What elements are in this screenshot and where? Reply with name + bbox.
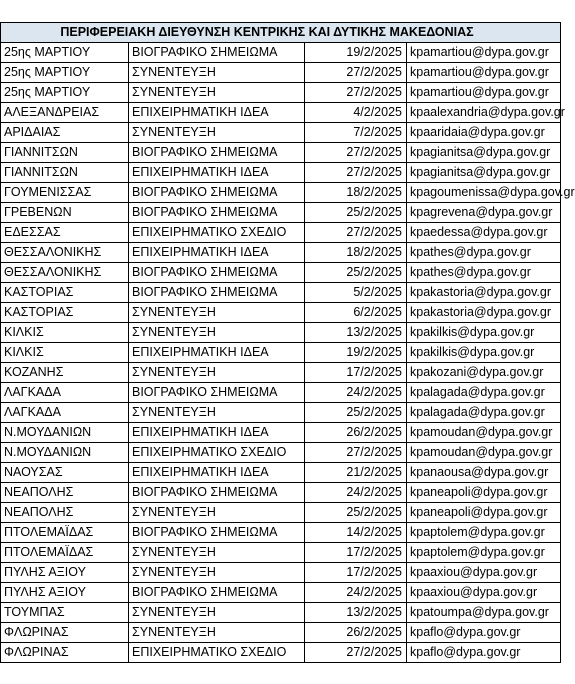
- date-cell[interactable]: 24/2/2025: [305, 583, 407, 603]
- date-cell[interactable]: 25/2/2025: [305, 263, 407, 283]
- office-cell[interactable]: 25ης ΜΑΡΤΙΟΥ: [1, 63, 129, 83]
- date-cell[interactable]: 5/2/2025: [305, 283, 407, 303]
- office-cell[interactable]: ΝΑΟΥΣΑΣ: [1, 463, 129, 483]
- table-row: [1, 523, 561, 543]
- activity-cell[interactable]: ΣΥΝΕΝΤΕΥΞΗ: [129, 543, 305, 563]
- email-cell[interactable]: kpalagada@dypa.gov.gr: [407, 403, 561, 423]
- table-row: [1, 623, 561, 643]
- activity-cell[interactable]: ΕΠΙΧΕΙΡΗΜΑΤΙΚΟ ΣΧΕΔΙΟ: [129, 643, 305, 663]
- activity-cell[interactable]: ΣΥΝΕΝΤΕΥΞΗ: [129, 363, 305, 383]
- activity-cell[interactable]: ΒΙΟΓΡΑΦΙΚΟ ΣΗΜΕΙΩΜΑ: [129, 383, 305, 403]
- table-row: [1, 303, 561, 323]
- date-cell[interactable]: 17/2/2025: [305, 543, 407, 563]
- email-cell[interactable]: kpakilkis@dypa.gov.gr: [407, 343, 561, 363]
- office-cell[interactable]: Ν.ΜΟΥΔΑΝΙΩΝ: [1, 423, 129, 443]
- date-cell[interactable]: 6/2/2025: [305, 303, 407, 323]
- activity-cell[interactable]: ΒΙΟΓΡΑΦΙΚΟ ΣΗΜΕΙΩΜΑ: [129, 183, 305, 203]
- table-row: [1, 463, 561, 483]
- table-row: [1, 183, 561, 203]
- table-row: [1, 503, 561, 523]
- table-row: [1, 283, 561, 303]
- activity-cell[interactable]: ΕΠΙΧΕΙΡΗΜΑΤΙΚΗ ΙΔΕΑ: [129, 463, 305, 483]
- office-cell[interactable]: ΑΛΕΞΑΝΔΡΕΙΑΣ: [1, 103, 129, 123]
- email-cell[interactable]: kpakastoria@dypa.gov.gr: [407, 283, 561, 303]
- office-cell[interactable]: ΚΙΛΚΙΣ: [1, 323, 129, 343]
- activity-cell[interactable]: ΕΠΙΧΕΙΡΗΜΑΤΙΚΟ ΣΧΕΔΙΟ: [129, 223, 305, 243]
- date-cell[interactable]: 27/2/2025: [305, 163, 407, 183]
- table-row: [1, 363, 561, 383]
- activity-cell[interactable]: ΣΥΝΕΝΤΕΥΞΗ: [129, 623, 305, 643]
- activity-cell[interactable]: ΒΙΟΓΡΑΦΙΚΟ ΣΗΜΕΙΩΜΑ: [129, 203, 305, 223]
- office-cell[interactable]: ΘΕΣΣΑΛΟΝΙΚΗΣ: [1, 243, 129, 263]
- activity-cell[interactable]: ΒΙΟΓΡΑΦΙΚΟ ΣΗΜΕΙΩΜΑ: [129, 283, 305, 303]
- date-cell[interactable]: 27/2/2025: [305, 143, 407, 163]
- email-cell[interactable]: kpagoumenissa@dypa.gov.gr: [407, 183, 561, 203]
- office-cell[interactable]: ΛΑΓΚΑΔΑ: [1, 383, 129, 403]
- table-row: [1, 243, 561, 263]
- email-cell[interactable]: kpamartiou@dypa.gov.gr: [407, 43, 561, 63]
- activity-cell[interactable]: ΒΙΟΓΡΑΦΙΚΟ ΣΗΜΕΙΩΜΑ: [129, 483, 305, 503]
- date-cell[interactable]: 14/2/2025: [305, 523, 407, 543]
- date-cell[interactable]: 26/2/2025: [305, 423, 407, 443]
- table-row: [1, 443, 561, 463]
- activity-cell[interactable]: ΕΠΙΧΕΙΡΗΜΑΤΙΚΗ ΙΔΕΑ: [129, 423, 305, 443]
- email-cell[interactable]: kpaneapoli@dypa.gov.gr: [407, 503, 561, 523]
- office-cell[interactable]: ΚΑΣΤΟΡΙΑΣ: [1, 283, 129, 303]
- activity-cell[interactable]: ΣΥΝΕΝΤΕΥΞΗ: [129, 323, 305, 343]
- email-cell[interactable]: kpathes@dypa.gov.gr: [407, 243, 561, 263]
- date-cell[interactable]: 13/2/2025: [305, 323, 407, 343]
- activity-cell[interactable]: ΕΠΙΧΕΙΡΗΜΑΤΙΚΟ ΣΧΕΔΙΟ: [129, 443, 305, 463]
- activity-cell[interactable]: ΣΥΝΕΝΤΕΥΞΗ: [129, 123, 305, 143]
- office-cell[interactable]: 25ης ΜΑΡΤΙΟΥ: [1, 83, 129, 103]
- date-cell[interactable]: 21/2/2025: [305, 463, 407, 483]
- date-cell[interactable]: 25/2/2025: [305, 403, 407, 423]
- table-row: [1, 543, 561, 563]
- activity-cell[interactable]: ΕΠΙΧΕΙΡΗΜΑΤΙΚΗ ΙΔΕΑ: [129, 103, 305, 123]
- activity-cell[interactable]: ΒΙΟΓΡΑΦΙΚΟ ΣΗΜΕΙΩΜΑ: [129, 523, 305, 543]
- activity-cell[interactable]: ΒΙΟΓΡΑΦΙΚΟ ΣΗΜΕΙΩΜΑ: [129, 263, 305, 283]
- email-cell[interactable]: kpagrevena@dypa.gov.gr: [407, 203, 561, 223]
- office-cell[interactable]: ΤΟΥΜΠΑΣ: [1, 603, 129, 623]
- email-cell[interactable]: kpaptolem@dypa.gov.gr: [407, 523, 561, 543]
- date-cell[interactable]: 27/2/2025: [305, 223, 407, 243]
- table-row: [1, 403, 561, 423]
- date-cell[interactable]: 13/2/2025: [305, 603, 407, 623]
- date-cell[interactable]: 24/2/2025: [305, 483, 407, 503]
- email-cell[interactable]: kpakozani@dypa.gov.gr: [407, 363, 561, 383]
- email-cell[interactable]: kpagianitsa@dypa.gov.gr: [407, 163, 561, 183]
- email-cell[interactable]: kpaflo@dypa.gov.gr: [407, 623, 561, 643]
- date-cell[interactable]: 17/2/2025: [305, 363, 407, 383]
- email-cell[interactable]: kpaaxiou@dypa.gov.gr: [407, 583, 561, 603]
- email-cell[interactable]: kpaaridaia@dypa.gov.gr: [407, 123, 561, 143]
- date-cell[interactable]: 27/2/2025: [305, 643, 407, 663]
- office-cell[interactable]: ΠΤΟΛΕΜΑΪΔΑΣ: [1, 523, 129, 543]
- table-row: [1, 423, 561, 443]
- email-cell[interactable]: kpaflo@dypa.gov.gr: [407, 643, 561, 663]
- email-cell[interactable]: kpamartiou@dypa.gov.gr: [407, 83, 561, 103]
- email-cell[interactable]: kpatoumpa@dypa.gov.gr: [407, 603, 561, 623]
- activity-cell[interactable]: ΣΥΝΕΝΤΕΥΞΗ: [129, 83, 305, 103]
- activity-cell[interactable]: ΣΥΝΕΝΤΕΥΞΗ: [129, 563, 305, 583]
- office-cell[interactable]: ΓΙΑΝΝΙΤΣΩΝ: [1, 143, 129, 163]
- office-cell[interactable]: Ν.ΜΟΥΔΑΝΙΩΝ: [1, 443, 129, 463]
- date-cell[interactable]: 27/2/2025: [305, 63, 407, 83]
- office-cell[interactable]: ΘΕΣΣΑΛΟΝΙΚΗΣ: [1, 263, 129, 283]
- office-cell[interactable]: ΠΥΛΗΣ ΑΞΙΟΥ: [1, 583, 129, 603]
- table-row: [1, 263, 561, 283]
- activity-cell[interactable]: ΣΥΝΕΝΤΕΥΞΗ: [129, 63, 305, 83]
- office-cell[interactable]: ΦΛΩΡΙΝΑΣ: [1, 623, 129, 643]
- office-cell[interactable]: ΦΛΩΡΙΝΑΣ: [1, 643, 129, 663]
- table-row: [1, 63, 561, 83]
- table-row: [1, 583, 561, 603]
- email-cell[interactable]: kpaptolem@dypa.gov.gr: [407, 543, 561, 563]
- table-row: [1, 343, 561, 363]
- table-row: [1, 203, 561, 223]
- office-cell[interactable]: 25ης ΜΑΡΤΙΟΥ: [1, 43, 129, 63]
- table-title[interactable]: ΠΕΡΙΦΕΡΕΙΑΚΗ ΔΙΕΥΘΥΝΣΗ ΚΕΝΤΡΙΚΗΣ ΚΑΙ ΔΥΤΙΚΗΣ ΜΑΚΕΔΟΝΙΑΣ: [1, 23, 561, 43]
- email-cell[interactable]: kpalagada@dypa.gov.gr: [407, 383, 561, 403]
- email-cell[interactable]: kpaedessa@dypa.gov.gr: [407, 223, 561, 243]
- spreadsheet-sheet: [0, 22, 575, 663]
- date-cell[interactable]: 24/2/2025: [305, 383, 407, 403]
- date-cell[interactable]: 19/2/2025: [305, 43, 407, 63]
- office-cell[interactable]: ΝΕΑΠΟΛΗΣ: [1, 483, 129, 503]
- activity-cell[interactable]: ΕΠΙΧΕΙΡΗΜΑΤΙΚΗ ΙΔΕΑ: [129, 243, 305, 263]
- table-row: [1, 323, 561, 343]
- date-cell[interactable]: 4/2/2025: [305, 103, 407, 123]
- date-cell[interactable]: 25/2/2025: [305, 503, 407, 523]
- email-cell[interactable]: kpaalexandria@dypa.gov.gr: [407, 103, 561, 123]
- activity-cell[interactable]: ΕΠΙΧΕΙΡΗΜΑΤΙΚΗ ΙΔΕΑ: [129, 163, 305, 183]
- office-cell[interactable]: ΚΟΖΑΝΗΣ: [1, 363, 129, 383]
- table-body: [1, 43, 575, 663]
- email-cell[interactable]: kpaneapoli@dypa.gov.gr: [407, 483, 561, 503]
- office-cell[interactable]: ΕΔΕΣΣΑΣ: [1, 223, 129, 243]
- date-cell[interactable]: 26/2/2025: [305, 623, 407, 643]
- date-cell[interactable]: 18/2/2025: [305, 243, 407, 263]
- office-cell[interactable]: ΝΕΑΠΟΛΗΣ: [1, 503, 129, 523]
- date-cell[interactable]: 27/2/2025: [305, 83, 407, 103]
- email-cell[interactable]: kpamoudan@dypa.gov.gr: [407, 443, 561, 463]
- email-cell[interactable]: kpamoudan@dypa.gov.gr: [407, 423, 561, 443]
- activity-cell[interactable]: ΒΙΟΓΡΑΦΙΚΟ ΣΗΜΕΙΩΜΑ: [129, 43, 305, 63]
- email-cell[interactable]: kpakastoria@dypa.gov.gr: [407, 303, 561, 323]
- date-cell[interactable]: 27/2/2025: [305, 443, 407, 463]
- table-row: [1, 603, 561, 623]
- date-cell[interactable]: 25/2/2025: [305, 203, 407, 223]
- table-row: [1, 143, 561, 163]
- table-title-row: [1, 23, 561, 43]
- workshops-table: [0, 22, 575, 663]
- activity-cell[interactable]: ΒΙΟΓΡΑΦΙΚΟ ΣΗΜΕΙΩΜΑ: [129, 143, 305, 163]
- email-cell[interactable]: kpathes@dypa.gov.gr: [407, 263, 561, 283]
- activity-cell[interactable]: ΣΥΝΕΝΤΕΥΞΗ: [129, 603, 305, 623]
- activity-cell[interactable]: ΕΠΙΧΕΙΡΗΜΑΤΙΚΗ ΙΔΕΑ: [129, 343, 305, 363]
- email-cell[interactable]: kpanaousa@dypa.gov.gr: [407, 463, 561, 483]
- table-row: [1, 103, 561, 123]
- activity-cell[interactable]: ΣΥΝΕΝΤΕΥΞΗ: [129, 503, 305, 523]
- table-row: [1, 563, 561, 583]
- office-cell[interactable]: ΓΟΥΜΕΝΙΣΣΑΣ: [1, 183, 129, 203]
- office-cell[interactable]: ΓΡΕΒΕΝΩΝ: [1, 203, 129, 223]
- table-row: [1, 483, 561, 503]
- email-cell[interactable]: kpaaxiou@dypa.gov.gr: [407, 563, 561, 583]
- office-cell[interactable]: ΚΙΛΚΙΣ: [1, 343, 129, 363]
- office-cell[interactable]: ΓΙΑΝΝΙΤΣΩΝ: [1, 163, 129, 183]
- office-cell[interactable]: ΠΥΛΗΣ ΑΞΙΟΥ: [1, 563, 129, 583]
- activity-cell[interactable]: ΣΥΝΕΝΤΕΥΞΗ: [129, 303, 305, 323]
- date-cell[interactable]: 7/2/2025: [305, 123, 407, 143]
- table-row: [1, 383, 561, 403]
- table-row: [1, 43, 561, 63]
- table-row: [1, 643, 561, 663]
- table-row: [1, 163, 561, 183]
- table-row: [1, 123, 561, 143]
- table-row: [1, 223, 561, 243]
- activity-cell[interactable]: ΒΙΟΓΡΑΦΙΚΟ ΣΗΜΕΙΩΜΑ: [129, 583, 305, 603]
- email-cell[interactable]: kpakilkis@dypa.gov.gr: [407, 323, 561, 343]
- date-cell[interactable]: 17/2/2025: [305, 563, 407, 583]
- office-cell[interactable]: ΑΡΙΔΑΙΑΣ: [1, 123, 129, 143]
- email-cell[interactable]: kpagianitsa@dypa.gov.gr: [407, 143, 561, 163]
- date-cell[interactable]: 18/2/2025: [305, 183, 407, 203]
- office-cell[interactable]: ΚΑΣΤΟΡΙΑΣ: [1, 303, 129, 323]
- office-cell[interactable]: ΠΤΟΛΕΜΑΪΔΑΣ: [1, 543, 129, 563]
- table-row: [1, 83, 561, 103]
- date-cell[interactable]: 19/2/2025: [305, 343, 407, 363]
- office-cell[interactable]: ΛΑΓΚΑΔΑ: [1, 403, 129, 423]
- activity-cell[interactable]: ΣΥΝΕΝΤΕΥΞΗ: [129, 403, 305, 423]
- email-cell[interactable]: kpamartiou@dypa.gov.gr: [407, 63, 561, 83]
